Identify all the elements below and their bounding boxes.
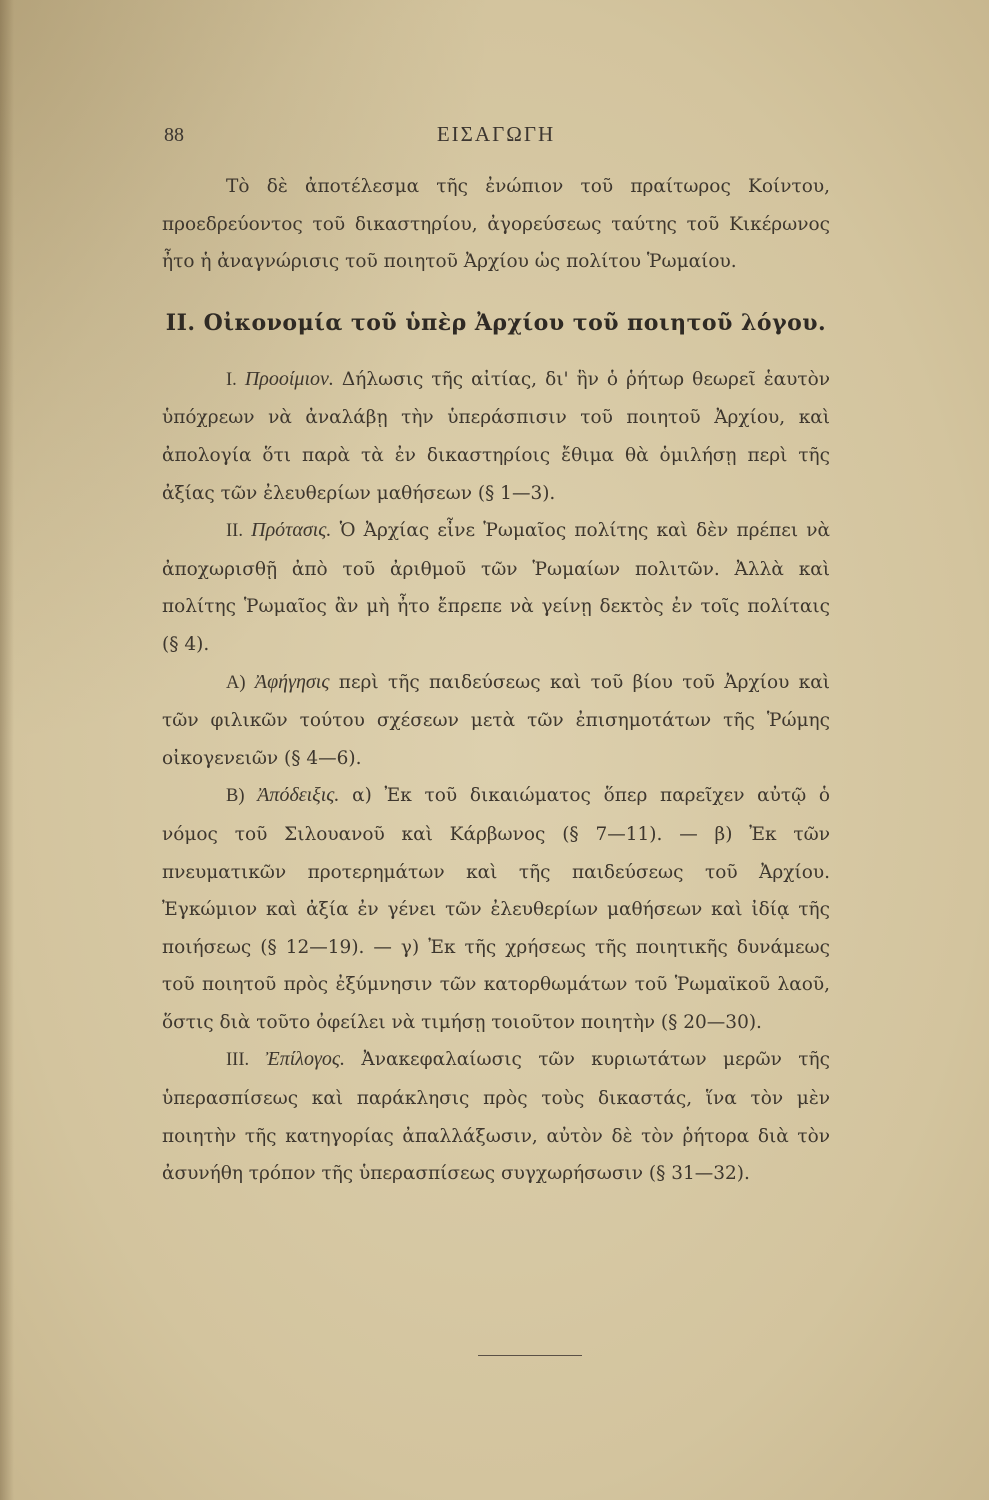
part-number: II.	[226, 521, 243, 542]
part-protasis	[162, 512, 830, 663]
part-text: περὶ τῆς παιδεύσεως καὶ τοῦ βίου τοῦ Ἀρχίου καὶ τῶν φιλικῶν τούτου σχέσεων μετὰ τῶν ἐπισημοτάτων τῆς Ῥώμης οἰκογενειῶν (§ 4—6).	[162, 671, 830, 769]
part-number: III.	[226, 1050, 250, 1071]
running-title: ΕΙΣΑΓΩΓΗ	[436, 122, 556, 146]
part-text: Δήλωσις τῆς αἰτίας, δι' ἣν ὁ ῥήτωρ θεωρεῖ ἑαυτὸν ὑπόχρεων νὰ ἀναλάβῃ τὴν ὑπεράσπισιν τοῦ ποιητοῦ Ἀρχίου, καὶ ἀπολογία ὅτι παρὰ τὰ ἐν δικαστηρίοις ἔθιμα θὰ ὁμιλήσῃ περὶ τῆς ἀξίας τῶν ἐλευθερίων μαθήσεων (§ 1—3).	[162, 368, 830, 504]
part-epilogos	[162, 1041, 830, 1192]
part-apodeixis	[162, 777, 830, 1041]
page-number: 88	[164, 124, 184, 146]
end-rule-divider	[478, 1355, 582, 1356]
part-afigisis	[162, 664, 830, 778]
part-number: A)	[226, 672, 246, 693]
intro-paragraph: Τὸ δὲ ἀποτέλεσμα τῆς ἐνώπιον τοῦ πραίτωρος Κοίντου, προεδρεύοντος τοῦ δικαστηρίου, ἀγορεύσεως ταύτης τοῦ Κικέρωνος ἦτο ἡ ἀναγνώρισις τοῦ ποιητοῦ Ἀρχίου ὡς πολίτου Ῥωμαίου.	[162, 176, 830, 273]
part-title: Ἀφήγησις	[254, 670, 330, 693]
part-text: Ὁ Ἀρχίας εἶνε Ῥωμαῖος πολίτης καὶ δὲν πρέπει νὰ ἀποχωρισθῇ ἀπὸ τοῦ ἀριθμοῦ τῶν Ῥωμαίων πολιτῶν. Ἀλλὰ καὶ πολίτης Ῥωμαῖος ἂν μὴ ἦτο ἔπρεπε νὰ γείνῃ δεκτὸς ἐν τοῖς πολίταις (§ 4).	[162, 520, 830, 655]
part-title: Ἀπόδειξις.	[257, 784, 340, 807]
part-title: Πρότασις.	[251, 519, 332, 542]
page-header	[164, 118, 828, 158]
part-prooimion	[162, 361, 830, 512]
part-text: Ἀνακεφαλαίωσις τῶν κυριωτάτων μερῶν τῆς ὑπερασπίσεως καὶ παράκλησις πρὸς τοὺς δικαστάς, ἵνα τὸν μὲν ποιητὴν τῆς κατηγορίας ἀπαλλάξωσιν, αὐτὸν δὲ τὸν ῥήτορα διὰ τὸν ἀσυνήθη τρόπον τῆς ὑπερασπίσεως συγχωρήσωσιν (§ 31—32).	[162, 1049, 830, 1185]
section-heading: II. Οἰκονομία τοῦ ὑπὲρ Ἀρχίου τοῦ ποιητοῦ λόγου.	[165, 309, 827, 336]
page-edge-shadow	[0, 0, 14, 1500]
text-body	[162, 168, 830, 1193]
part-number: B)	[226, 786, 245, 807]
part-number: I.	[226, 369, 237, 390]
part-title: Προοίμιον.	[244, 367, 334, 390]
part-text: α) Ἐκ τοῦ δικαιώματος ὅπερ παρεῖχεν αὐτῷ ὁ νόμος τοῦ Σιλουανοῦ καὶ Κάρβωνος (§ 7—11). — β) Ἐκ τῶν πνευματικῶν προτερημάτων καὶ τῆς παιδεύσεως τοῦ Ἀρχίου. Ἐγκώμιον καὶ ἀξία ἐν γένει τῶν ἐλευθερίων μαθήσεων καὶ ἰδίᾳ τῆς ποιήσεως (§ 12—19). — γ) Ἐκ τῆς χρήσεως τῆς ποιητικῆς δυνάμεως τοῦ ποιητοῦ πρὸς ἐξύμνησιν τῶν κατορθωμάτων τοῦ Ῥωμαϊκοῦ λαοῦ, ὅστις διὰ τοῦτο ὀφείλει νὰ τιμήσῃ τοιοῦτον ποιητὴν (§ 20—30).	[162, 785, 831, 1033]
part-title: Ἐπίλογος.	[265, 1048, 345, 1071]
